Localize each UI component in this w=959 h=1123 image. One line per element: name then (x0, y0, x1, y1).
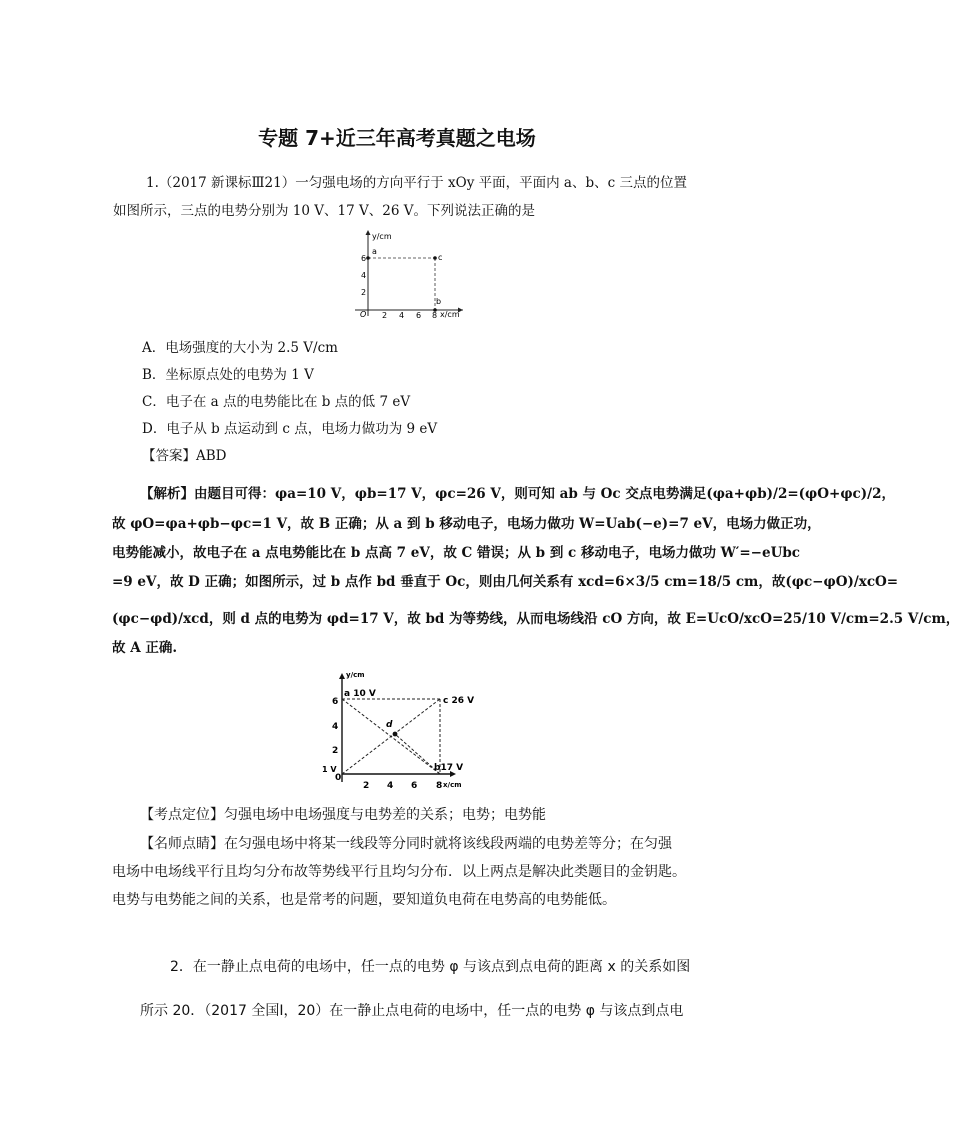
q1-option-d: D．电子从 b 点运动到 c 点，电场力做功为 9 eV (142, 421, 438, 437)
fig1-xtick-4: 4 (399, 311, 405, 320)
fig2-xtick-8: 8 (436, 781, 443, 791)
fig1-xtick-6: 6 (416, 311, 422, 320)
fig2-xtick-6: 6 (411, 781, 418, 791)
fig1-label-b: b (436, 297, 442, 306)
fig1-ylabel: y/cm (372, 232, 392, 241)
q1-analysis-line4: =9 eV，故 D 正确；如图所示，过 b 点作 bd 垂直于 Oc，则由几何关系有 xcd=6×3/5 cm=18/5 cm，故(φc−φO)/xcO= (112, 574, 899, 590)
fig2-y-arrow (339, 673, 345, 679)
q1-option-a: A．电场强度的大小为 2.5 V/cm (142, 340, 338, 356)
q1-analysis-line3: 电势能减小，故电子在 a 点电势能比在 b 点高 7 eV，故 C 错误；从 b 到 c 移动电子，电场力做功 W′=−eUbc (112, 545, 801, 561)
q1-stem-line1: 1.（2017 新课标Ⅲ21）一匀强电场的方向平行于 xOy 平面，平面内 a、b、c 三点的位置 (146, 175, 687, 191)
fig1-ytick-2: 2 (361, 288, 367, 297)
q1-answer: 【答案】ABD (142, 448, 227, 464)
q2-line2: 所示 20．（2017 全国Ⅰ，20）在一静止点电荷的电场中，任一点的电势 φ 与该点到点电 (140, 1003, 684, 1019)
fig1-xlabel: x/cm (440, 310, 460, 319)
fig1-ytick-4: 4 (361, 271, 367, 280)
fig1-label-c: c (438, 253, 443, 262)
q1-analysis-line1: 【解析】由题目可得：φa=10 V，φb=17 V，φc=26 V，则可知 ab 与 Oc 交点电势满足(φa+φb)/2=(φO+φc)/2， (140, 486, 895, 502)
fig1-xtick-2: 2 (382, 311, 388, 320)
fig1-point-a (366, 256, 370, 260)
fig2-xlabel: x/cm (443, 781, 462, 789)
q1-analysis-line5: (φc−φd)/xcd，则 d 点的电势为 φd=17 V，故 bd 为等势线，从而电场线沿 cO 方向，故 E=UcO/xcO=25/10 V/cm=2.5 V/cm， (112, 611, 959, 627)
fig2-ytick-6: 6 (332, 697, 339, 707)
q1-option-b: B．坐标原点处的电势为 1 V (142, 367, 314, 383)
q1-kaodian: 【考点定位】匀强电场中电场强度与电势差的关系；电势；电势能 (140, 807, 546, 823)
fig1-xtick-8: 8 (432, 311, 438, 320)
fig1-point-c (433, 256, 437, 260)
fig2-label-b: b17 V (434, 763, 464, 773)
fig2-label-o: 1 V (322, 765, 337, 774)
fig2-xtick-2: 2 (363, 781, 370, 791)
fig2-ylabel: y/cm (346, 671, 365, 679)
fig2-point-d (393, 732, 398, 737)
fig2-dash-ab (342, 699, 440, 774)
fig2-origin: 0 (335, 773, 342, 783)
fig2-label-c: c 26 V (443, 696, 475, 706)
q1-coordinate-figure (345, 226, 470, 318)
page-title: 专题 7+近三年高考真题之电场 (258, 126, 536, 150)
q1-option-c: C．电子在 a 点的电势能比在 b 点的低 7 eV (142, 394, 411, 410)
fig1-y-arrow (366, 230, 371, 235)
fig2-xtick-4: 4 (387, 781, 394, 791)
fig2-ytick-4: 4 (332, 722, 339, 732)
fig1-label-a: a (372, 247, 377, 256)
fig1-ytick-6: 6 (361, 254, 367, 263)
q1-analysis-line2: 故 φO=φa+φb−φc=1 V，故 B 正确；从 a 到 b 移动电子，电场力做功 W=Uab(−e)=7 eV，电场力做正功， (112, 516, 821, 532)
fig2-label-a: a 10 V (344, 689, 376, 699)
q1-mingshi-line3: 电势与电势能之间的关系，也是常考的问题，要知道负电荷在电势高的电势能低。 (112, 892, 616, 908)
q1-analysis-figure (322, 666, 475, 792)
q1-analysis-line6: 故 A 正确. (112, 640, 178, 656)
fig2-ytick-2: 2 (332, 746, 339, 756)
q2-line1: 2．在一静止点电荷的电场中，任一点的电势 φ 与该点到点电荷的距离 x 的关系如图 (170, 959, 691, 975)
fig1-origin: O (360, 310, 367, 319)
q1-mingshi-line1: 【名师点睛】在匀强电场中将某一线段等分同时就将该线段两端的电势差等分；在匀强 (140, 836, 672, 852)
fig2-label-d: d (386, 720, 393, 730)
q1-mingshi-line2: 电场中电场线平行且均匀分布故等势线平行且均匀分布．以上两点是解决此类题目的金钥匙。 (112, 864, 686, 880)
q1-stem-line2: 如图所示，三点的电势分别为 10 V、17 V、26 V。下列说法正确的是 (113, 203, 535, 219)
